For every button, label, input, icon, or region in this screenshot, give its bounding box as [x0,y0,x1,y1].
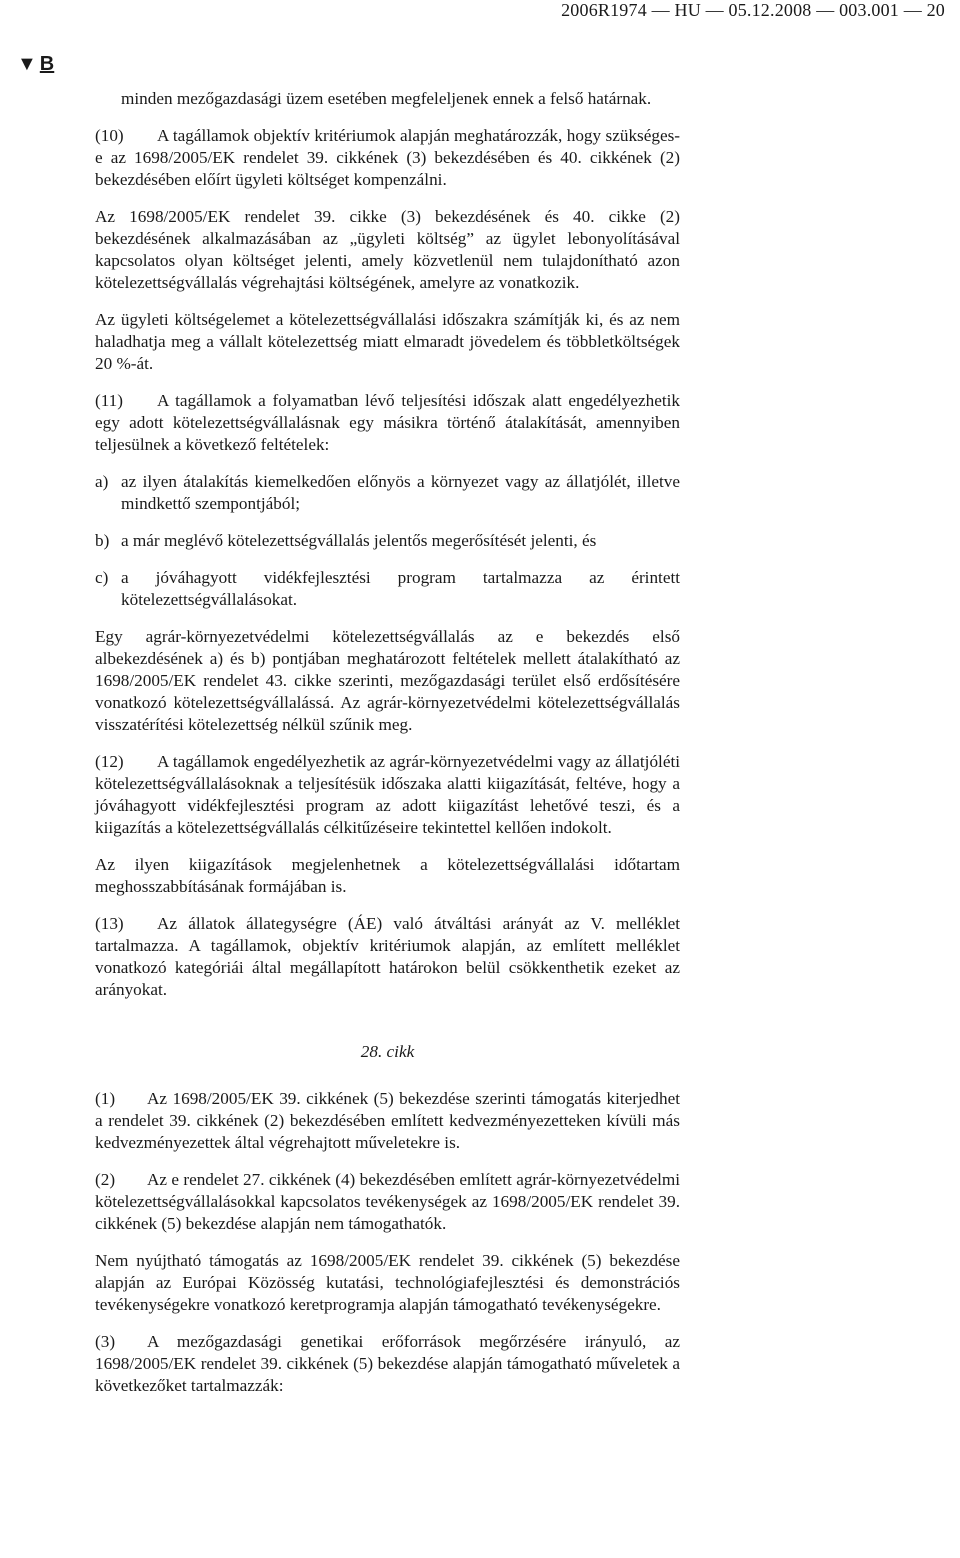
article-title: 28. cikk [360,1042,415,1061]
paragraph-number: (12) [95,752,124,771]
triangle-down-icon: ▼ [17,53,37,75]
paragraph-number: (2) [95,1170,116,1189]
paragraph-number: (13) [95,914,124,933]
paragraph-text: A tagállamok a folyamatban lévő teljesítési időszak alatt engedélyezhetik egy adott kötelezettségvállalásnak egy másikra történő átalakítását, amennyiben teljesülnek a következő feltételek: [95,391,680,454]
paragraph-13 [95,913,680,1001]
document-body [95,88,680,1412]
list-item-label: a) [95,472,109,491]
paragraph-11 [95,390,680,456]
paragraph-text: A mezőgazdasági genetikai erőforrások megőrzésére irányuló, az 1698/2005/EK rendelet 39. cikkének (5) bekezdése alapján támogatható műveletek a következőket tartalmazzák: [95,1332,680,1395]
document-reference-header: 2006R1974 — HU — 05.12.2008 — 003.001 — 20 [561,0,945,20]
list-item-text: az ilyen átalakítás kiemelkedően előnyös a környezet vagy az állatjólét, illetve mindkettő szempontjából; [121,472,680,513]
list-item-c [95,567,680,611]
article-paragraph-3 [95,1331,680,1397]
paragraph-10-subparagraph-2: Az 1698/2005/EK rendelet 39. cikke (3) bekezdésének és 40. cikke (2) bekezdésének alkalmazásában az „ügyleti költség” az ügylet lebonyolításával kapcsolatos olyan költséget jelenti, amely közvetlenül nem tulajdonítható azon kötelezettségvállalás végrehajtási költségének, amelyre az vonatkozik. [95,207,680,292]
paragraph-number: (3) [95,1332,116,1351]
paragraph-continuation: minden mezőgazdasági üzem esetében megfeleljenek ennek a felső határnak. [121,89,652,108]
list-item-a [95,471,680,515]
paragraph-text: Az 1698/2005/EK 39. cikkének (5) bekezdése szerinti támogatás kiterjedhet a rendelet 39. cikkének (2) bekezdésében említett kedvezményezetteken kívüli más kedvezményezettek által végrehajtott műveletekre is. [95,1089,680,1152]
paragraph-text: Az e rendelet 27. cikkének (4) bekezdésében említett agrár-környezetvédelmi kötelezettségvállalásokkal kapcsolatos tevékenységek az 1698/2005/EK rendelet 39. cikkének (5) bekezdése alapján nem támogathatók. [95,1170,680,1233]
paragraph-10 [95,125,680,191]
paragraph-number: (11) [95,391,123,410]
list-item-text: a jóváhagyott vidékfejlesztési program tartalmazza az érintett kötelezettségvállalásokat. [121,568,680,609]
article-paragraph-2 [95,1169,680,1235]
amendment-marker [17,53,54,75]
paragraph-text: Az állatok állategységre (ÁE) való átváltási arányát az V. melléklet tartalmazza. A tagállamok, objektív kritériumok alapján, az említett melléklet vonatkozó kategóriái által megállapított határokon belül csökkenthetik ezeket az arányokat. [95,914,680,999]
list-item-label: c) [95,568,109,587]
paragraph-12-subparagraph-2: Az ilyen kiigazítások megjelenhetnek a kötelezettségvállalási időtartam meghosszabbításának formájában is. [95,855,680,896]
paragraph-text: A tagállamok engedélyezhetik az agrár-környezetvédelmi vagy az állatjóléti kötelezettségvállalásoknak a teljesítésük időszaka alatti kiigazítását, feltéve, hogy a jóváhagyott vidékfejlesztési program az adott kiigazítást lehetővé teszi, és a kiigazítás a kötelezettségvállalás célkitűzéseire tekintettel kellően indokolt. [95,752,680,837]
paragraph-number: (10) [95,126,124,145]
paragraph-11-subparagraph-2: Egy agrár-környezetvédelmi kötelezettségvállalás az e bekezdés első albekezdésének a) és b) pontjában meghatározott feltételek mellett átalakítható az 1698/2005/EK rendelet 43. cikke szerinti, mezőgazdasági terület első erdősítésére vonatkozó kötelezettségvállalássá. Az agrár-környezetvédelmi kötelezettségvállalás visszatérítési kötelezettség nélkül szűnik meg. [95,627,680,734]
list-item-text: a már meglévő kötelezettségvállalás jelentős megerősítését jelenti, és [121,531,597,550]
paragraph-10-subparagraph-3: Az ügyleti költségelemet a kötelezettségvállalási időszakra számítják ki, és az nem haladhatja meg a vállalt kötelezettség miatt elmaradt jövedelem és többletköltségek 20 %-át. [95,310,680,373]
amendment-marker-letter: B [39,53,55,75]
list-item-label: b) [95,531,110,550]
paragraph-text: A tagállamok objektív kritériumok alapján meghatározzák, hogy szükséges-e az 1698/2005/EK rendelet 39. cikkének (3) bekezdésében és 40. cikkének (2) bekezdésében előírt ügyleti költséget kompenzálni. [95,126,680,189]
article-paragraph-1 [95,1088,680,1154]
list-item-b [95,530,680,552]
paragraph-12 [95,751,680,839]
article-paragraph-2-subparagraph-2: Nem nyújtható támogatás az 1698/2005/EK rendelet 39. cikkének (5) bekezdése alapján az Európai Közösség kutatási, technológiafejlesztési és demonstrációs tevékenységekre vonatkozó keretprogramja alapján támogatható tevékenységekre. [95,1251,680,1314]
paragraph-number: (1) [95,1089,116,1108]
